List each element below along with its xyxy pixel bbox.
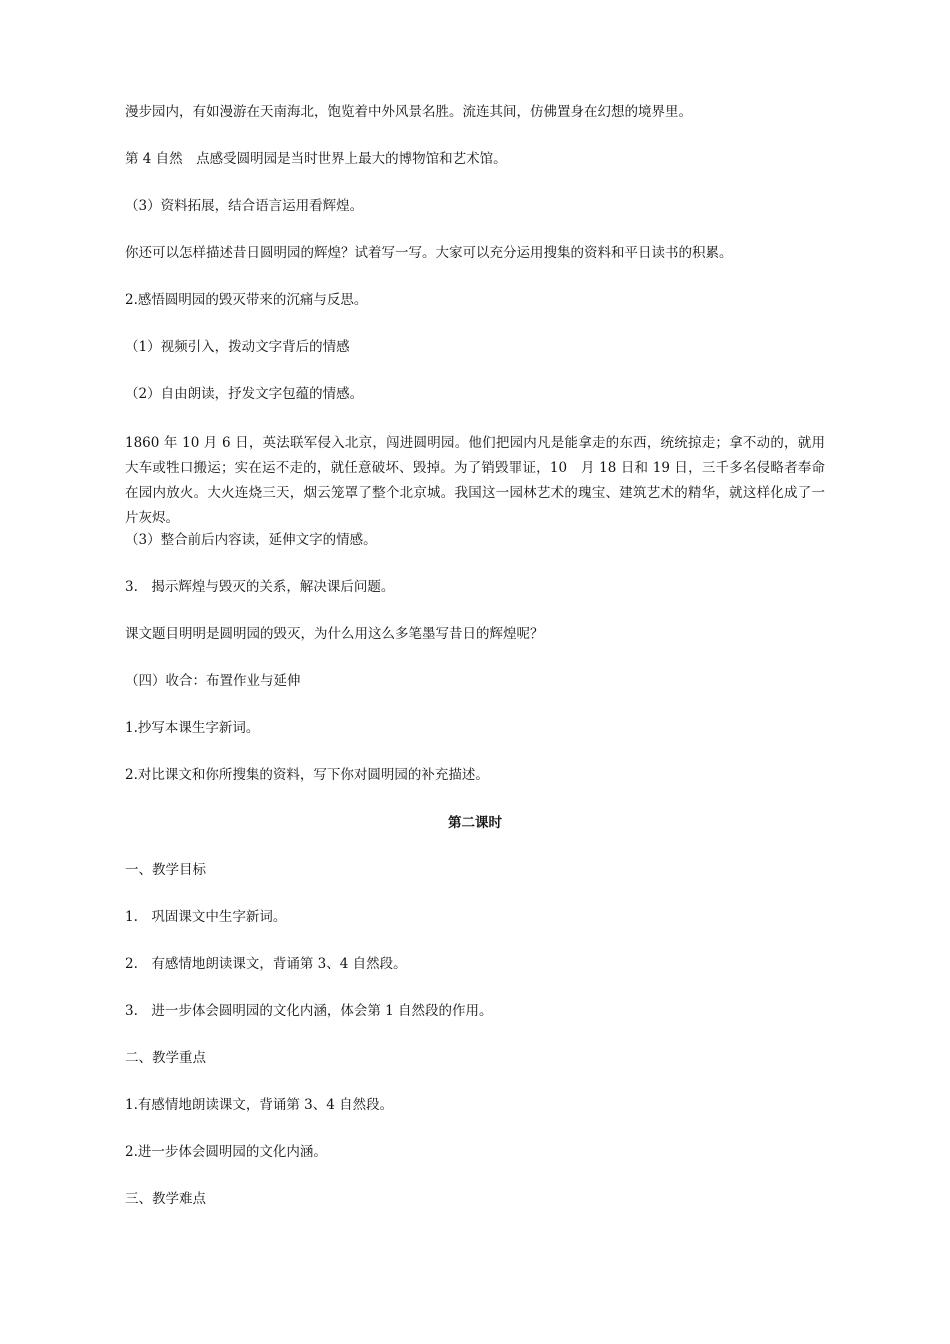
- goal-item: 1. 巩固课文中生字新词。: [125, 909, 287, 925]
- text-line: （3）整合前后内容读，延伸文字的情感。: [125, 532, 377, 548]
- text-line: 3. 揭示辉煌与毁灭的关系，解决课后问题。: [125, 579, 395, 595]
- difficulties-heading: 三、教学难点: [125, 1191, 206, 1207]
- text-line: 第 4 自然 点感受圆明园是当时世界上最大的博物馆和艺术馆。: [125, 151, 507, 167]
- text-line: （1）视频引入，拨动文字背后的情感: [125, 339, 350, 355]
- text-line: 漫步园内，有如漫游在天南海北，饱览着中外风景名胜。流连其间，仿佛置身在幻想的境界里。: [125, 104, 692, 120]
- text-line: 2.感悟圆明园的毁灭带来的沉痛与反思。: [125, 292, 368, 308]
- key-point-item: 1.有感情地朗读课文，背诵第 3、4 自然段。: [125, 1097, 394, 1113]
- goals-heading: 一、教学目标: [125, 862, 206, 878]
- text-line: 课文题目明明是圆明园的毁灭，为什么用这么多笔墨写昔日的辉煌呢？: [125, 626, 544, 642]
- key-point-item: 2.进一步体会圆明园的文化内涵。: [125, 1144, 327, 1160]
- text-line: （3）资料拓展，结合语言运用看辉煌。: [125, 198, 364, 214]
- text-line: （2）自由朗读，抒发文字包蕴的情感。: [125, 386, 364, 402]
- section-heading: （四）收合：布置作业与延伸: [125, 673, 301, 689]
- key-points-heading: 二、教学重点: [125, 1050, 206, 1066]
- second-lesson-title: 第二课时: [448, 815, 502, 831]
- text-line: 你还可以怎样描述昔日圆明园的辉煌？试着写一写。大家可以充分运用搜集的资料和平日读书的积累。: [125, 245, 733, 261]
- text-line: 1.抄写本课生字新词。: [125, 720, 260, 736]
- text-line: 2.对比课文和你所搜集的资料，写下你对圆明园的补充描述。: [125, 767, 489, 783]
- goal-item: 2. 有感情地朗读课文，背诵第 3、4 自然段。: [125, 956, 407, 972]
- goal-item: 3. 进一步体会圆明园的文化内涵，体会第 1 自然段的作用。: [125, 1003, 493, 1019]
- history-paragraph: 1860 年 10 月 6 日，英法联军侵入北京，闯进圆明园。他们把园内凡是能拿走的东西，统统掠走；拿不动的，就用大车或牲口搬运；实在运不走的，就任意破坏、毁掉。为了销毁罪证，10 月 18 日和 19 日，三千多名侵略者奉命在园内放火。大火连烧三天，烟云笼罩了整个北京城。我国这一园林艺术的瑰宝、建筑艺术的精华，就这样化成了一片灰烬。: [125, 435, 825, 526]
